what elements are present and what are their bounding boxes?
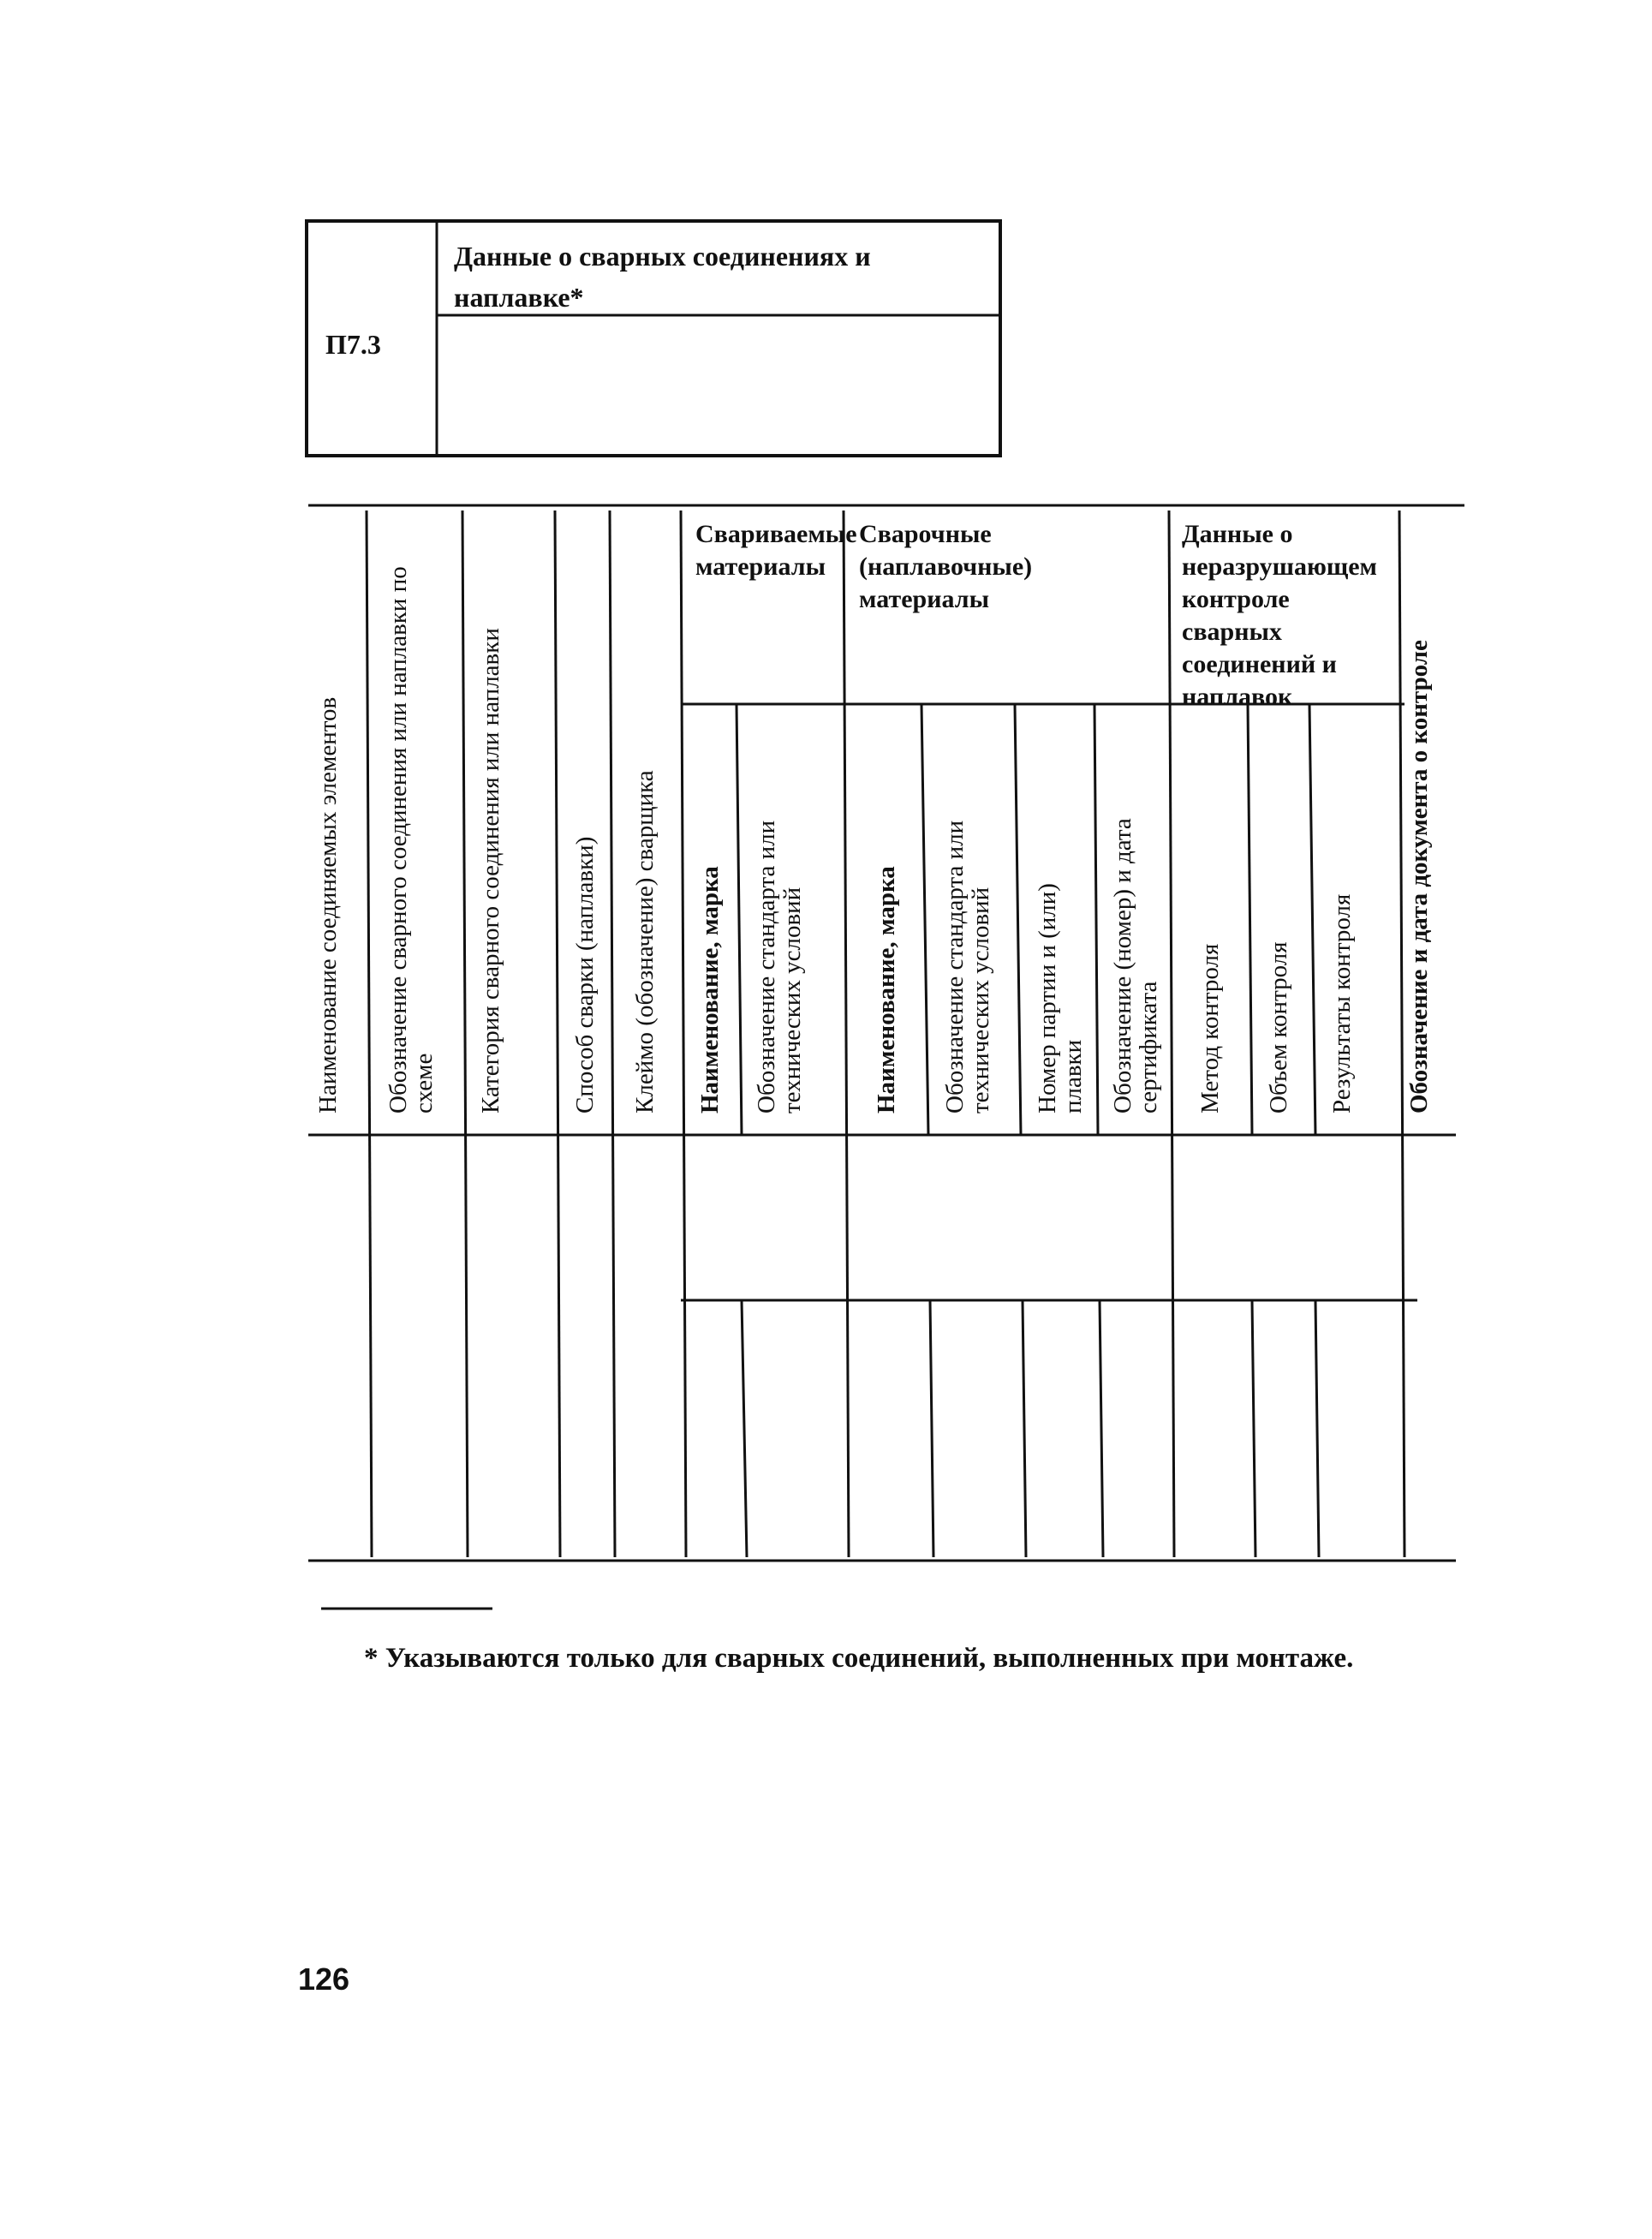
section-title: Данные о сварных соединениях и наплавке*	[454, 241, 871, 313]
col-header-element-names: Наименование соединяемых элементов	[314, 696, 342, 1114]
page-number: 126	[298, 1961, 350, 1997]
group-header-ndt: Данные о неразрушающем контроле сварных соединений и наплавок	[1182, 520, 1377, 711]
col-header-certificate: Обозначение (номер) и дата сертификата	[1109, 818, 1162, 1114]
col-header-batch-number: Номер партии и (или) плавки	[1034, 883, 1087, 1114]
footnote: * Указываются только для сварных соединений, выполненных при монтаже.	[364, 1643, 1354, 1674]
col-header-control-document: Обозначение и дата документа о контроле	[1405, 640, 1433, 1114]
col-header-filler-standard: Обозначение стандарта или технических условий	[941, 820, 994, 1114]
col-header-filler-name-grade: Наименование, марка	[873, 866, 900, 1114]
col-header-control-method: Метод контроля	[1196, 943, 1224, 1114]
col-header-base-standard: Обозначение стандарта или технических условий	[753, 820, 806, 1114]
section-number: П7.3	[325, 329, 381, 360]
col-header-joint-designation: Обозначение сварного соединения или наплавки по схеме	[385, 566, 438, 1114]
group-header-base-materials: Свариваемые материалы	[695, 520, 857, 581]
group-header-welding-materials: Сварочные (наплавочные) материалы	[859, 520, 1033, 613]
col-header-joint-category: Категория сварного соединения или наплавки	[477, 628, 504, 1114]
col-header-control-results: Результаты контроля	[1328, 893, 1356, 1114]
col-header-welder-stamp: Клеймо (обозначение) сварщика	[631, 770, 659, 1114]
col-header-welding-method: Способ сварки (наплавки)	[571, 836, 599, 1114]
col-header-control-scope: Объем контроля	[1265, 941, 1292, 1114]
col-header-base-name-grade: Наименование, марка	[696, 866, 724, 1114]
